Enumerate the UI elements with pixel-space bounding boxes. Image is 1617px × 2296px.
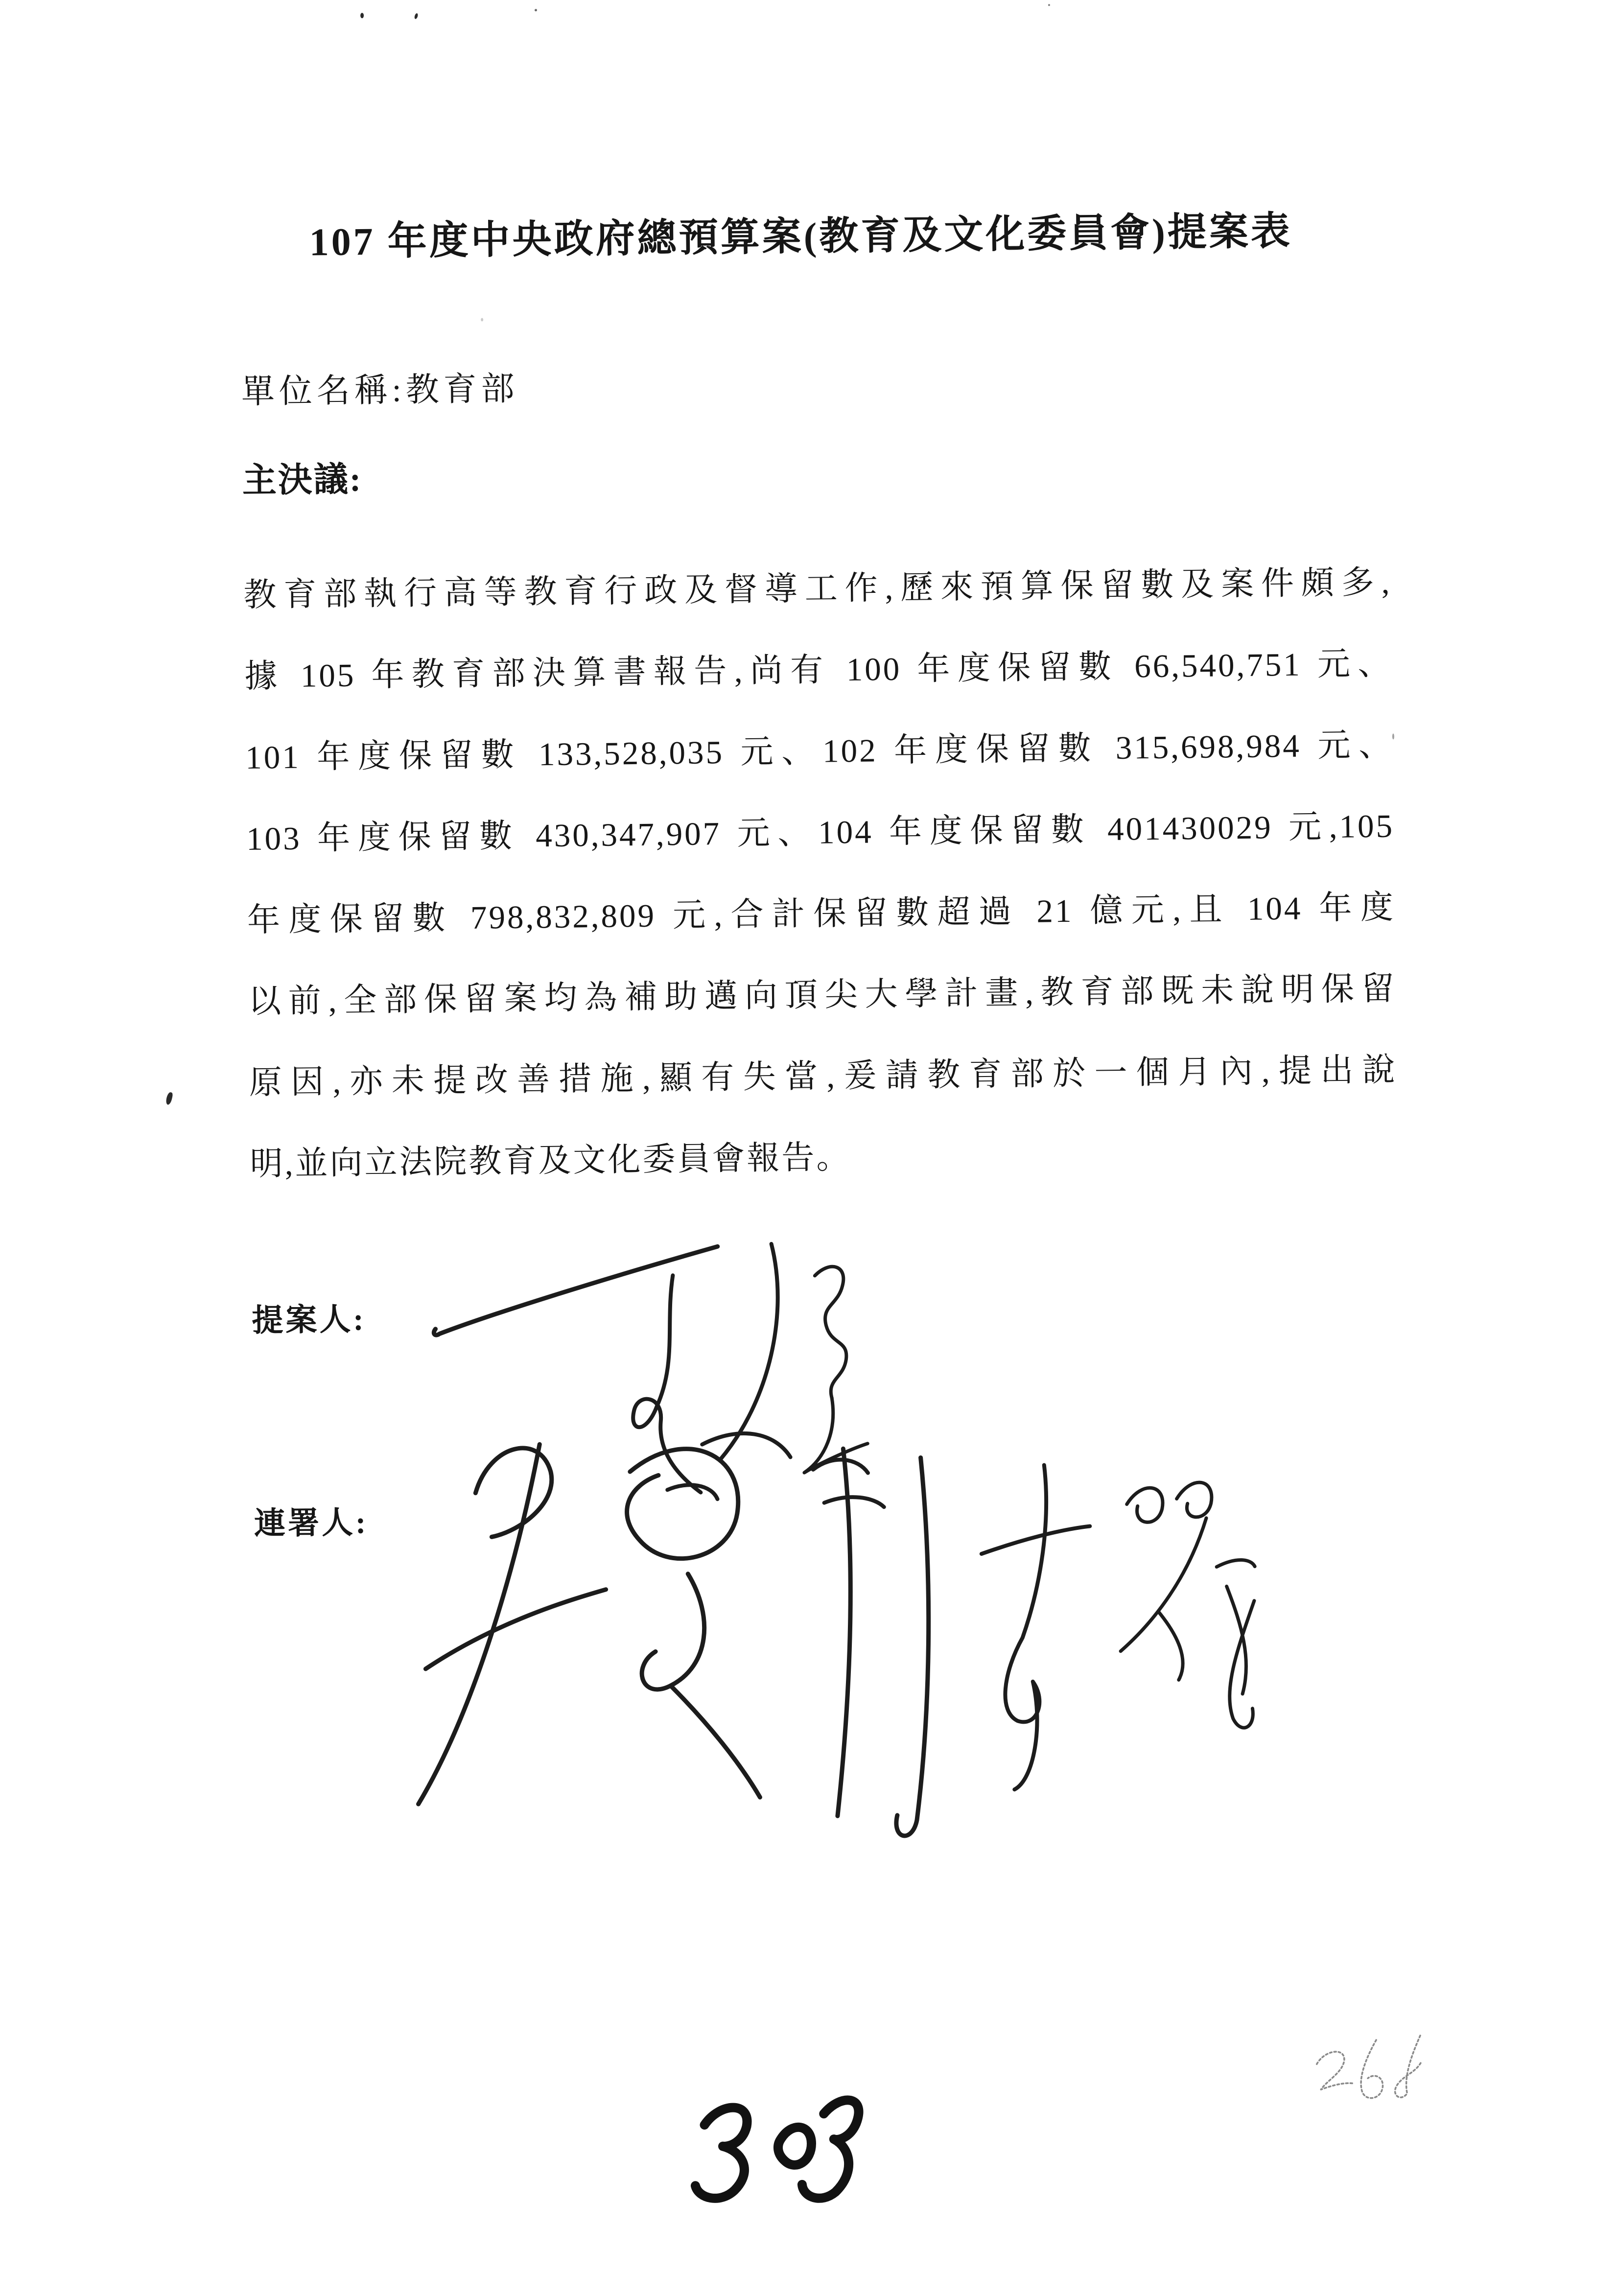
scan-speck	[165, 1092, 173, 1105]
body-line: 以前,全部保留案均為補助邁向頂尖大學計畫,教育部既未說明保留	[248, 970, 1397, 1020]
body-line: 原因,亦未提改善措施,顯有失當,爰請教育部於一個月內,提出說	[249, 1052, 1398, 1101]
scan-speck	[1048, 4, 1050, 6]
page-title: 107 年度中央政府總預算案(教育及文化委員會)提案表	[309, 210, 1293, 264]
scan-speck	[535, 9, 537, 11]
body-line: 據 105 年教育部決算書報告,尚有 100 年度保留數 66,540,751 元、	[244, 645, 1393, 695]
scan-speck	[1392, 733, 1394, 739]
cosigner-label: 連署人:	[254, 1505, 369, 1541]
cosigner-signatures	[393, 1405, 1264, 1855]
proposer-label: 提案人:	[251, 1302, 367, 1338]
scan-speck	[481, 318, 483, 321]
handwritten-page-number	[677, 2086, 869, 2220]
resolution-heading: 主決議:	[242, 461, 363, 500]
scan-speck	[360, 13, 364, 18]
resolution-body	[243, 541, 1399, 1205]
corner-annotation	[1303, 2025, 1441, 2114]
unit-name-line: 單位名稱:教育部	[241, 370, 519, 411]
scan-speck	[414, 13, 418, 19]
body-line: 教育部執行高等教育行政及督導工作,歷來預算保留數及案件頗多,	[243, 564, 1392, 614]
body-line: 年度保留數 798,832,809 元,合計保留數超過 21 億元,且 104 年度	[247, 889, 1396, 939]
body-line: 103 年度保留數 430,347,907 元、104 年度保留數 401430029 元,105	[246, 808, 1395, 858]
body-line: 101 年度保留數 133,528,035 元、102 年度保留數 315,698,984 元、	[245, 726, 1394, 776]
body-line: 明,並向立法院教育及文化委員會報告。	[250, 1139, 851, 1182]
